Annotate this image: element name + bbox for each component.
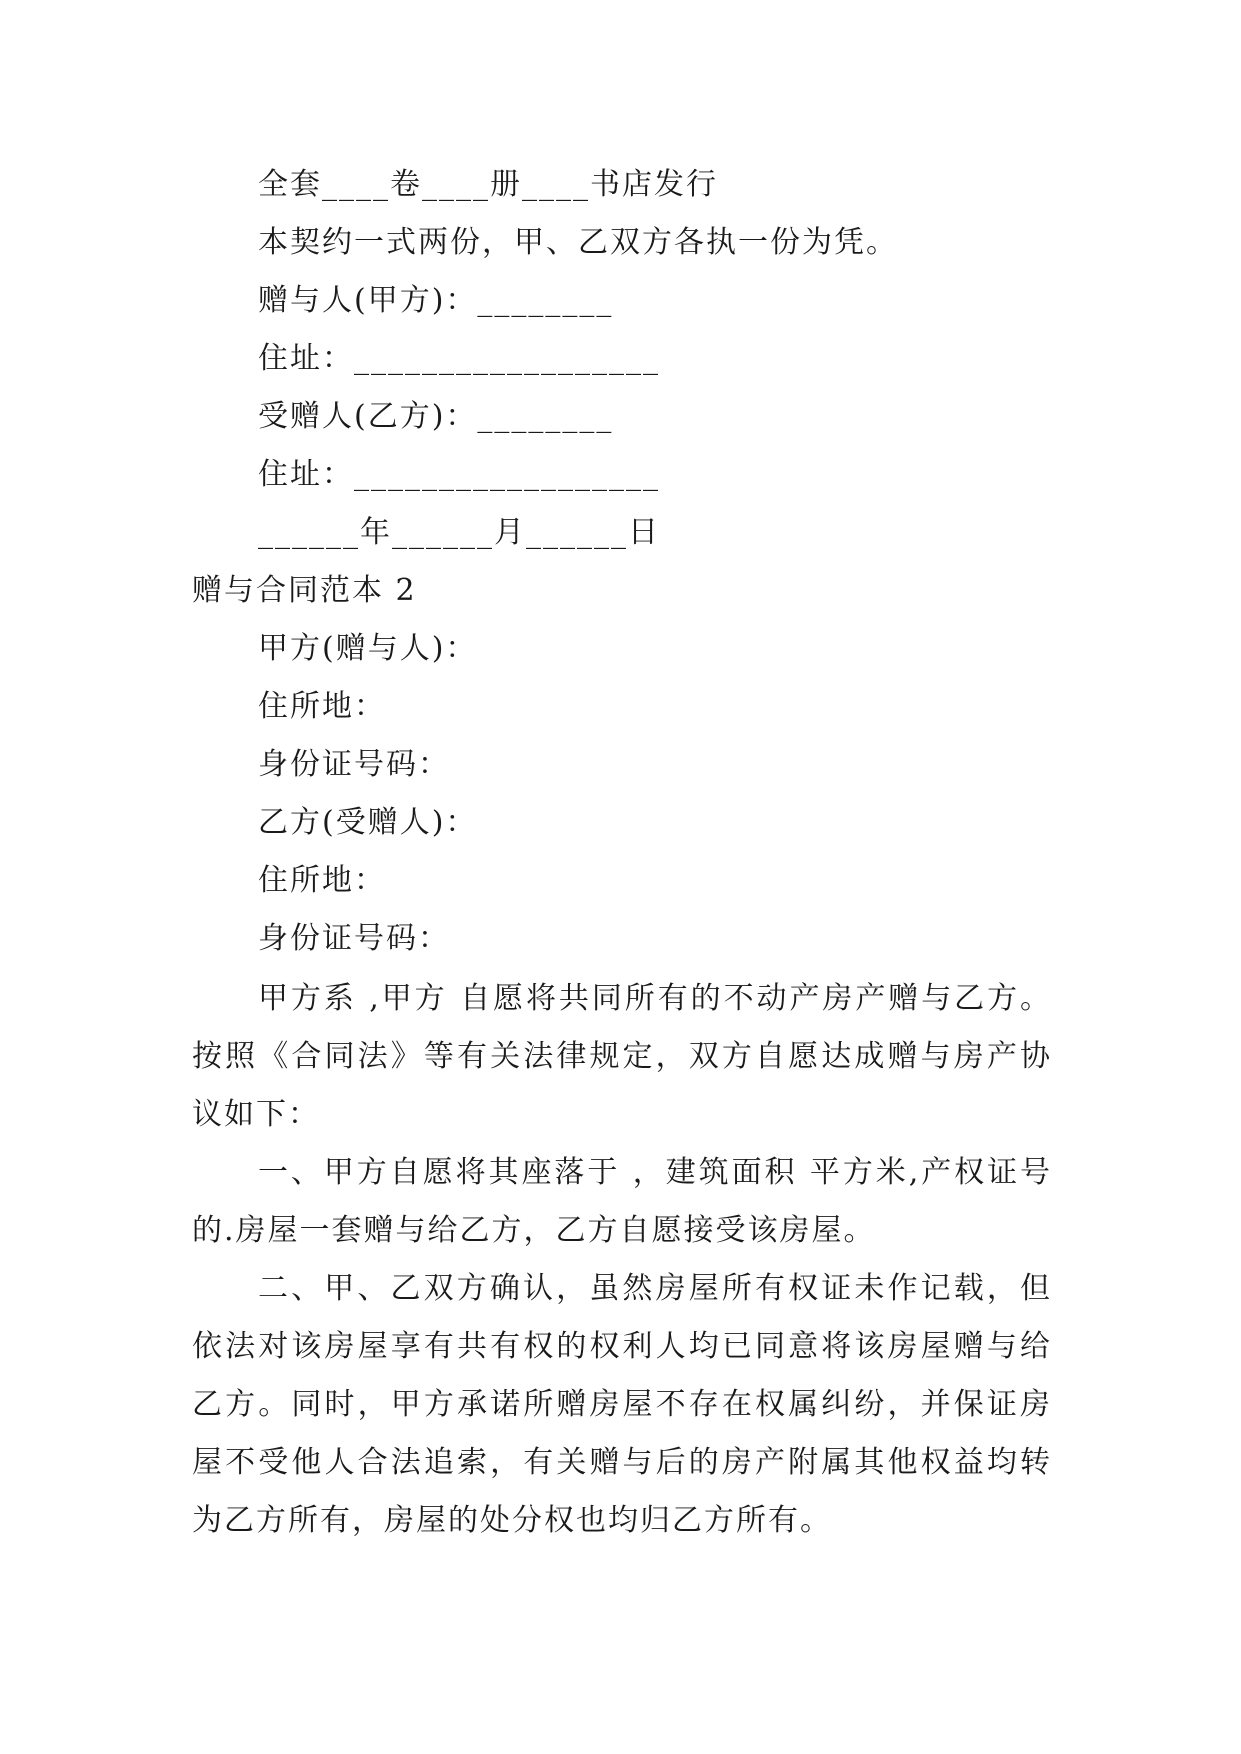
donor-address-field: 住址：__________________ bbox=[258, 341, 660, 376]
party-a-id-label: 身份证号码： bbox=[258, 747, 450, 782]
party-b-id-label: 身份证号码： bbox=[258, 921, 450, 956]
party-b-residence-label: 住所地： bbox=[258, 863, 386, 898]
clause-two-paragraph: 二、甲、乙双方确认，虽然房屋所有权证未作记载，但依法对该房屋享有共有权的权利人均已同意将该房屋赠与给乙方。同时，甲方承诺所赠房屋不存在权属纠纷，并保证房屋不受他人合法追索，有关赠与后的房产附属其他权益均转为乙方所有，房屋的处分权也均归乙方所有。 bbox=[192, 1271, 1052, 1538]
donor-field: 赠与人(甲方)：________ bbox=[258, 283, 614, 318]
copies-statement: 本契约一式两份，甲、乙双方各执一份为凭。 bbox=[258, 225, 898, 260]
date-field: ______年______月______日 bbox=[258, 515, 660, 550]
section-heading: 赠与合同范本 2 bbox=[192, 573, 417, 608]
party-a-residence-label: 住所地： bbox=[258, 689, 386, 724]
party-b-label: 乙方(受赠人)： bbox=[258, 805, 478, 840]
donee-field: 受赠人(乙方)：________ bbox=[258, 399, 614, 434]
clause-one-paragraph: 一、甲方自愿将其座落于 ，建筑面积 平方米,产权证号 的.房屋一套赠与给乙方，乙方自愿接受该房屋。 bbox=[192, 1155, 1052, 1248]
intro-paragraph: 甲方系 ,甲方 自愿将共同所有的不动产房产赠与乙方。按照《合同法》等有关法律规定，双方自愿达成赠与房产协议如下： bbox=[192, 981, 1052, 1132]
publisher-line: 全套____卷____册____书店发行 bbox=[258, 167, 718, 202]
party-a-label: 甲方(赠与人)： bbox=[258, 631, 478, 666]
donee-address-field: 住址：__________________ bbox=[258, 457, 660, 492]
